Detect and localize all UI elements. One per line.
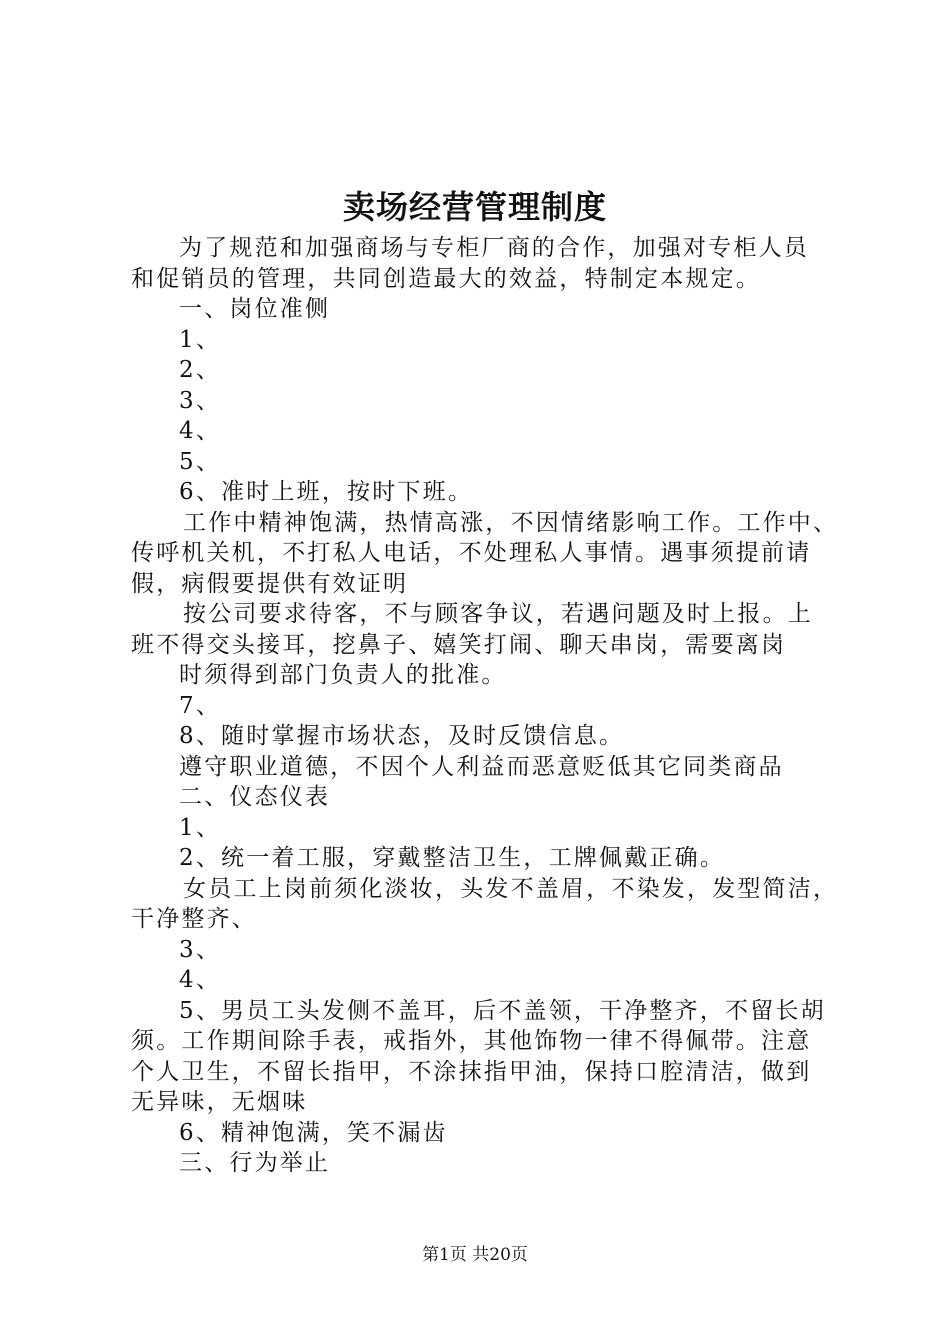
list-item: 1、 [179, 326, 222, 353]
paragraph-line: 个人卫生，不留长指甲，不涂抹指甲油，保持口腔清洁，做到 [131, 1058, 812, 1085]
paragraph-line: 干净整齐、 [131, 906, 257, 932]
list-item: 6、准时上班，按时下班。 [179, 479, 474, 505]
list-item: 2、 [179, 357, 222, 383]
list-item: 3、 [179, 936, 222, 963]
section-heading: 二、仪态仪表 [179, 784, 331, 810]
paragraph-line: 传呼机关机，不打私人电话，不处理私人事情。遇事须提前请 [131, 540, 812, 566]
list-item: 4、 [179, 418, 222, 444]
section-heading: 三、行为举止 [179, 1150, 331, 1176]
list-item: 5、 [179, 448, 222, 475]
list-item: 6、精神饱满，笑不漏齿 [179, 1119, 448, 1146]
paragraph-line: 假，病假要提供有效证明 [131, 570, 409, 597]
paragraph-line: 女员工上岗前须化淡妆，头发不盖眉，不染发，发型简洁， [183, 875, 839, 902]
list-item: 4、 [179, 967, 222, 993]
document-body [131, 233, 839, 1179]
list-item: 5、男员工头发侧不盖耳，后不盖领，干净整齐，不留长胡 [179, 997, 826, 1024]
section-heading: 一、岗位准侧 [179, 296, 331, 322]
paragraph-line: 按公司要求待客，不与顾客争议，若遇问题及时上报。上 [183, 601, 813, 627]
document-title: 卖场经营管理制度 [342, 188, 607, 226]
list-item: 3、 [179, 387, 222, 414]
page-number: 第1页 共20页 [422, 1245, 528, 1265]
paragraph-line: 和促销员的管理，共同创造最大的效益，特制定本规定。 [131, 265, 761, 292]
paragraph-line: 无异味，无烟味 [131, 1089, 308, 1115]
list-item: 1、 [179, 814, 222, 841]
list-item: 7、 [179, 692, 222, 719]
paragraph-line: 工作中精神饱满，热情高涨，不因情绪影响工作。工作中、 [183, 509, 839, 536]
paragraph-line: 时须得到部门负责人的批准。 [179, 662, 507, 688]
paragraph-line: 班不得交头接耳，挖鼻子、嬉笑打闹、聊天串岗，需要离岗 [131, 631, 787, 658]
paragraph-line: 为了规范和加强商场与专柜厂商的合作，加强对专柜人员 [179, 235, 809, 261]
paragraph-line: 遵守职业道德，不因个人利益而恶意贬低其它同类商品 [179, 753, 784, 780]
paragraph-line: 须。工作期间除手表，戒指外，其他饰物一律不得佩带。注意 [131, 1028, 812, 1054]
list-item: 8、随时掌握市场状态，及时反馈信息。 [179, 723, 625, 749]
list-item: 2、统一着工服，穿戴整洁卫生，工牌佩戴正确。 [179, 845, 726, 871]
